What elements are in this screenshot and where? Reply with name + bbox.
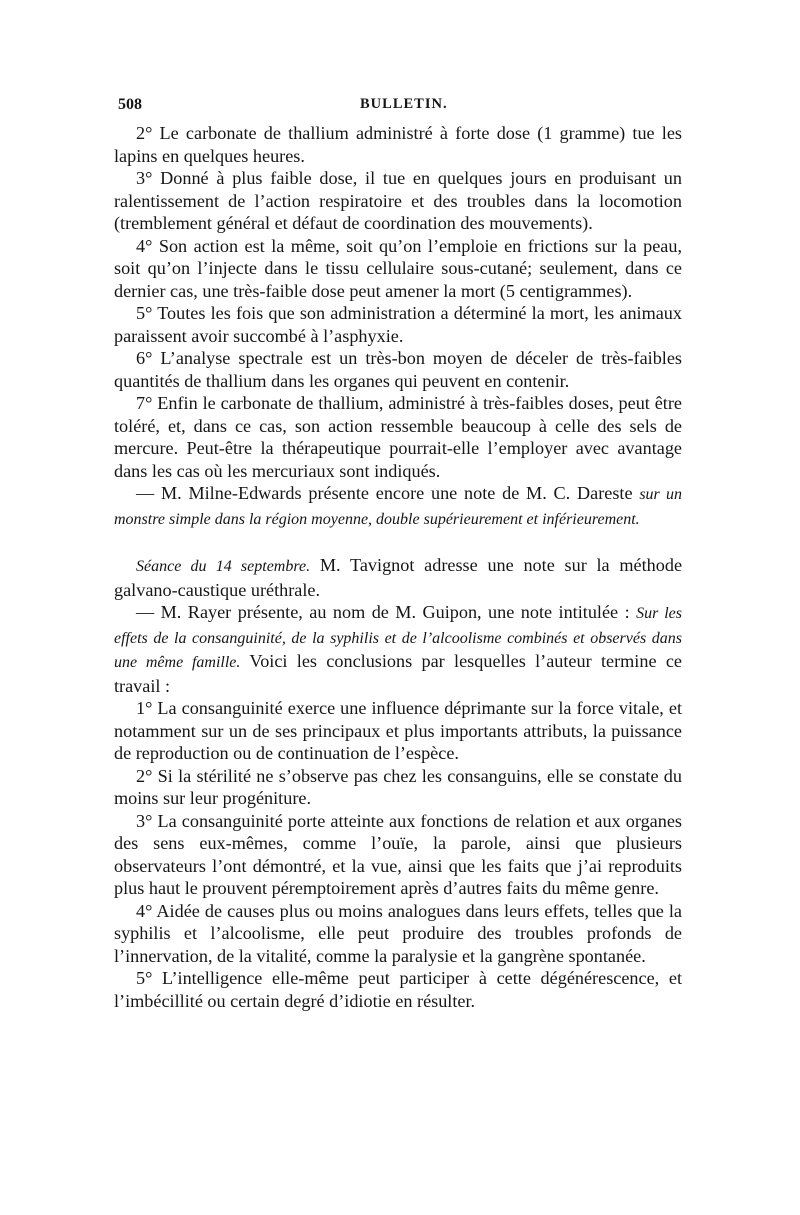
conclusion-1: 1° La consanguinité exerce une influence déprimante sur la force vitale, et notamment sur un de ses principaux et plus importants attributs, la puissance de reproduction ou de continuation de l’espèce. xyxy=(114,698,682,763)
paragraph-milne-edwards xyxy=(114,482,682,531)
conclusion-2: 2° Si la stérilité ne s’observe pas chez les consanguins, elle se constate du moins sur leur progéniture. xyxy=(114,765,682,808)
conclusion-3: 3° La consanguinité porte atteinte aux fonctions de relation et aux organes des sens eux-mêmes, comme l’ouïe, la parole, ainsi que plusieurs observateurs l’ont démontré, et la vue, ainsi que les faits que j’ai reproduits plus haut le prouvent péremptoirement après d’autres faits du même genre. xyxy=(114,810,682,898)
conclusion-5: 5° L’intelligence elle-même peut participer à cette dégénérescence, et l’imbécillité ou certain degré d’idiotie en résulter. xyxy=(114,968,682,1011)
dareste-note-title: sur un monstre simple dans la région moyenne, double supérieurement et inférieurement. xyxy=(114,486,682,528)
paragraph-rayer xyxy=(114,601,682,697)
paragraph-point-3: 3° Donné à plus faible dose, il tue en quelques jours en produisant un ralentissement de l’action respiratoire et des troubles dans la locomotion (tremblement général et défaut de coordination des mouvements). xyxy=(114,168,682,233)
paragraph-point-7: 7° Enfin le carbonate de thallium, administré à très-faibles doses, peut être toléré, et, dans ce cas, son action ressemble beaucoup à celle des sels de mercure. Peut-être la thérapeutique pourrait-elle l’employer avec avantage dans les cas où les mercuriaux sont indiqués. xyxy=(114,393,682,481)
rayer-intro: — M. Rayer présente, au nom de M. Guipon, une note intitulée : xyxy=(136,602,637,622)
rayer-conclusion-intro: Voici les conclusions par lesquelles l’auteur termine ce travail : xyxy=(114,651,682,696)
session-date: Séance du 14 septembre. xyxy=(136,558,311,575)
page-number: 508 xyxy=(118,96,142,113)
guipon-note-title: Sur les effets de la consanguinité, de la syphilis et de l’alcoolisme combinés et observés dans une même famille. xyxy=(114,605,682,671)
paragraph-session xyxy=(114,554,682,601)
body-text xyxy=(114,122,682,1012)
running-head: BULLETIN. xyxy=(360,96,448,112)
paragraph-point-5: 5° Toutes les fois que son administration a déterminé la mort, les animaux paraissent avoir succombé à l’asphyxie. xyxy=(114,303,682,346)
paragraph-point-2: 2° Le carbonate de thallium administré à forte dose (1 gramme) tue les lapins en quelques heures. xyxy=(114,123,682,166)
session-text: M. Tavignot adresse une note sur la méthode galvano-caustique uréthrale. xyxy=(114,555,683,600)
milne-edwards-text: — M. Milne-Edwards présente encore une note de M. C. Dareste xyxy=(136,483,640,503)
conclusion-4: 4° Aidée de causes plus ou moins analogues dans leurs effets, telles que la syphilis et l’alcoolisme, elle peut produire des troubles profonds de l’innervation, de la vitalité, comme la paralysie et la gangrène spontanée. xyxy=(114,900,682,966)
page xyxy=(114,96,682,1012)
paragraph-point-6: 6° L’analyse spectrale est un très-bon moyen de déceler de très-faibles quantités de thallium dans les organes qui peuvent en contenir. xyxy=(114,348,682,391)
page-header xyxy=(114,96,682,122)
paragraph-point-4: 4° Son action est la même, soit qu’on l’emploie en frictions sur la peau, soit qu’on l’injecte dans le tissu cellulaire sous-cutané; seulement, dans ce dernier cas, une très-faible dose peut amener la mort (5 centigrammes). xyxy=(114,235,682,301)
